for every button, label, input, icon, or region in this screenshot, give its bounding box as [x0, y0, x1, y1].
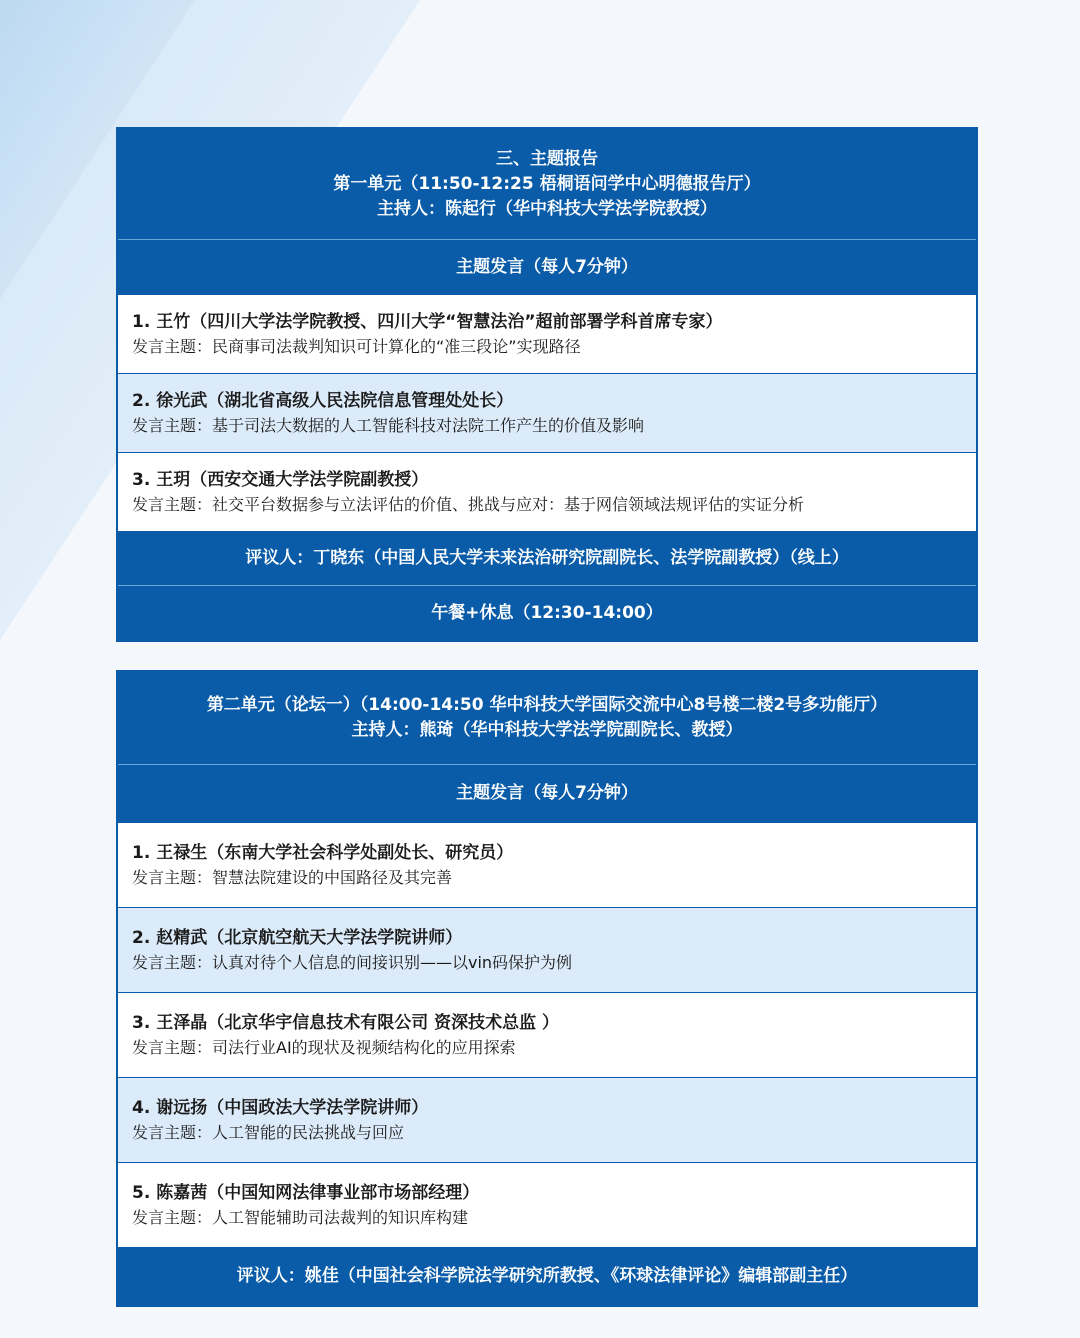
speaker-name: 3. 王泽晶（北京华宇信息技术有限公司 资深技术总监 ）: [132, 1013, 560, 1033]
speech-topic: 发言主题：民商事司法裁判知识可计算化的“准三段论”实现路径: [132, 337, 581, 356]
host-line: 主持人：熊琦（华中科技大学法学院副院长、教授）: [351, 720, 743, 740]
list-item: [118, 1162, 976, 1247]
speech-header: 主题发言（每人7分钟）: [118, 764, 976, 822]
speaker-name: 2. 徐光武（湖北省高级人民法院信息管理处处长）: [132, 391, 514, 411]
host-line: 主持人：陈起行（华中科技大学法学院教授）: [377, 198, 717, 219]
speech-topic: 发言主题：社交平台数据参与立法评估的价值、挑战与应对：基于网信领域法规评估的实证分析: [132, 495, 805, 514]
speech-topic: 发言主题：人工智能的民法挑战与回应: [132, 1123, 405, 1142]
speaker-name: 1. 王禄生（东南大学社会科学处副处长、研究员）: [132, 843, 514, 863]
speech-topic: 发言主题：基于司法大数据的人工智能科技对法院工作产生的价值及影响: [132, 416, 645, 435]
list-item: [118, 992, 976, 1077]
list-item: [118, 907, 976, 992]
speech-topic: 发言主题：智慧法院建设的中国路径及其完善: [132, 868, 453, 887]
list-item: [118, 294, 976, 373]
speaker-name: 4. 谢远扬（中国政法大学法学院讲师）: [132, 1098, 429, 1118]
speech-topic: 发言主题：人工智能辅助司法裁判的知识库构建: [132, 1208, 469, 1227]
speaker-name: 5. 陈嘉茜（中国知网法律事业部市场部经理）: [132, 1183, 480, 1203]
list-item: [118, 822, 976, 907]
list-item: [118, 452, 976, 531]
lunch-break-row: 午餐+休息（12:30-14:00）: [118, 585, 976, 640]
section-2-table: [116, 670, 978, 1307]
speaker-name: 1. 王竹（四川大学法学院教授、四川大学“智慧法治”超前部署学科首席专家）: [132, 312, 723, 332]
section-1-table: [116, 127, 978, 642]
list-item: [118, 1077, 976, 1162]
speaker-name: 3. 王玥（西安交通大学法学院副教授）: [132, 470, 429, 490]
speech-topic: 发言主题：司法行业AI的现状及视频结构化的应用探索: [132, 1038, 516, 1057]
speech-header: 主题发言（每人7分钟）: [118, 239, 976, 294]
section-2-header: [118, 672, 976, 764]
speech-topic: 发言主题：认真对待个人信息的间接识别——以vin码保护为例: [132, 953, 573, 972]
list-item: [118, 373, 976, 452]
section-title: 三、主题报告: [496, 148, 598, 169]
section-1-header: [118, 129, 976, 239]
speaker-name: 2. 赵精武（北京航空航天大学法学院讲师）: [132, 928, 463, 948]
unit-title: 第二单元（论坛一）（14:00-14:50 华中科技大学国际交流中心8号楼二楼2号多功能厅）: [206, 695, 888, 715]
commentator-row: 评议人：丁晓东（中国人民大学未来法治研究院副院长、法学院副教授）（线上）: [118, 531, 976, 585]
unit-title: 第一单元（11:50-12:25 梧桐语问学中心明德报告厅）: [333, 173, 761, 194]
commentator-row: 评议人：姚佳（中国社会科学院法学研究所教授、《环球法律评论》编辑部副主任）: [118, 1247, 976, 1305]
